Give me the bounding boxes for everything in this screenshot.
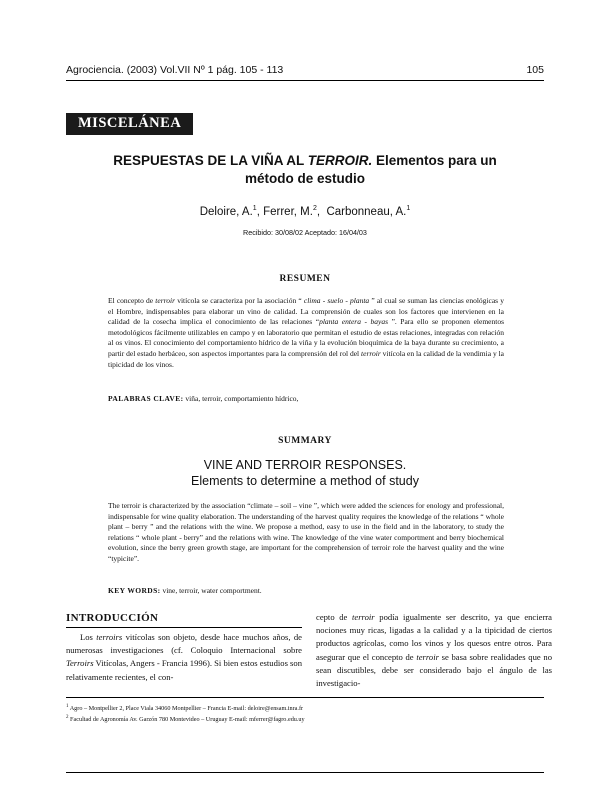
- keywords-es: viña, terroir, comportamiento hídrico,: [183, 394, 299, 403]
- resumen-text-2: vitícola se caracteriza por la asociación “: [175, 296, 304, 305]
- intro-left-text-3: Vitícolas, Angers - Francia 1996). Si bien estos estudios son relativamente recientes, el con-: [66, 658, 302, 682]
- article-title: [60, 152, 550, 188]
- page-number: 105: [526, 64, 544, 76]
- footer-rule: [66, 772, 544, 773]
- resumen-text-5: vitícola en la calidad de la vendimia y la tipicidad de los vinos.: [108, 348, 504, 369]
- summary-heading: SUMMARY: [278, 436, 332, 446]
- footnote-2-text: Facultad de Agronomía Av. Garzón 780 Montevideo – Uruguay E-mail: mferrer@fagro.edu.uy: [68, 716, 305, 724]
- author-3-affil: 1: [406, 205, 411, 212]
- title-line1-post: Elementos para un: [372, 153, 497, 168]
- resumen-italic-4: terroir: [361, 348, 381, 358]
- intro-left-italic-2: Terroirs: [66, 658, 94, 669]
- intro-right-column: [316, 611, 552, 690]
- section-label: MISCELÁNEA: [66, 113, 193, 135]
- footnote-2-mark: 2: [66, 715, 69, 720]
- journal-citation: Agrociencia. (2003) Vol.VII Nº 1 pág. 105 - 113: [66, 64, 284, 76]
- summary-body: The terroir is characterized by the association “climate – soil – vine ”, which were added the sciences for enology and professional, indispensable for wine quality elaboration. The understanding of the harvest quality requires the knowledge of the relations “ whole plant – berry ” and the relations with the wine. We propose a method, easy to use in the field and in the laboratory, to study the relations “ whole plant - berry” and the relations with wine. The knowledge of the vine water comportment and berry biochemical evolution, since the berry green growth stage, are important for the comprehension of terroir role the harvest quality and the wine “typicite”.: [108, 501, 504, 563]
- title-line1-pre: RESPUESTAS DE LA VIÑA AL: [113, 153, 308, 168]
- intro-left-text-2: vitícolas son objeto, desde hace muchos años, de numerosas investigaciones (cf. Coloquio Internacional sobre: [66, 632, 302, 656]
- resumen-text-4: ”. Para ello se proponen elementos metodológicos fácilmente utilizables en campo y en laboratorio que permitan el estudio de estas relaciones, integradas con relación al os vinos. El conocimiento del comportamiento hídrico de la viña y la evolución bioquímica de la baya durante su crecimiento, a partir del estado herbáceo, son aspectos importantes para la comprensión del rol del: [108, 317, 504, 358]
- keywords-label-en: KEY WORDS:: [108, 586, 161, 595]
- introduccion-rule: [66, 627, 302, 628]
- resumen-text-1: El concepto de: [108, 296, 156, 305]
- resumen-italic-2: clima - suelo - planta: [303, 296, 370, 305]
- author-2: Ferrer, M.: [263, 205, 313, 218]
- author-3: Carbonneau, A.: [326, 205, 407, 218]
- intro-right-text-3: se basa sobre realidades que no sean discutibles, debe ser considerado bajo el ángulo de las investigacio-: [316, 651, 552, 689]
- introduccion-heading: INTRODUCCIÓN: [66, 612, 159, 624]
- intro-right-italic-1: terroir: [352, 612, 375, 622]
- footnote-rule: [66, 697, 544, 698]
- keywords-label-es: PALABRAS CLAVE:: [108, 394, 184, 403]
- header-rule: [66, 80, 544, 81]
- received-dates: Recibido: 30/08/02 Aceptado: 16/04/03: [243, 228, 367, 237]
- resumen-italic-3: planta entera - bayas: [319, 317, 389, 327]
- resumen-text-3: ” al cual se suman las ciencias enológicas y el Hombre, indispensables para elaborar un vino de calidad. La comprensión de cuales son los factores que intervienen en la calidad de la cosecha implica el conocimiento de las relaciones “: [108, 296, 504, 327]
- resumen-heading: RESUMEN: [279, 274, 331, 284]
- title-line1-italic: TERROIR.: [307, 153, 373, 168]
- intro-right-italic-2: terroir: [416, 651, 439, 662]
- intro-left-column: [66, 631, 302, 684]
- author-2-affil: 2: [312, 205, 317, 212]
- english-title-line2: Elements to determine a method of study: [191, 474, 419, 488]
- footnote-1-mark: 1: [66, 704, 69, 709]
- resumen-keywords: [108, 394, 504, 405]
- running-head: [66, 64, 544, 76]
- authors: Deloire, A.$^1$, Ferrer, M.$^2$, Carbonneau, A.$^1$: [199, 205, 411, 218]
- title-line2: método de estudio: [244, 171, 365, 186]
- footnote-2: [66, 713, 544, 725]
- author-1-affil: 1: [252, 205, 257, 212]
- intro-left-italic-1: terroirs: [96, 632, 123, 642]
- resumen-italic-1: terroir: [155, 296, 176, 305]
- english-title: [60, 457, 550, 489]
- keywords-en: vine, terroir, water comportment.: [160, 586, 262, 595]
- summary-keywords: [108, 586, 504, 597]
- english-title-line1: VINE AND TERROIR RESPONSES.: [203, 458, 407, 472]
- footnote-1-text: Agro – Montpellier 2, Place Viala 34060 Montpellier – Francia E-mail: deloire@ensam.inra.fr: [68, 705, 304, 713]
- intro-left-text-1: Los: [80, 632, 97, 642]
- author-1: Deloire, A.: [199, 205, 253, 218]
- resumen-body: [108, 296, 504, 370]
- intro-right-text-2: podía igualmente ser descrito, ya que encierra nociones muy ricas, ligadas a la calidad y a la tipicidad de ciertos productos agrícolas, como los vinos y los quesos entre otros. Para asegurar que el concepto de: [316, 612, 552, 662]
- intro-right-text-1: cepto de: [316, 612, 353, 622]
